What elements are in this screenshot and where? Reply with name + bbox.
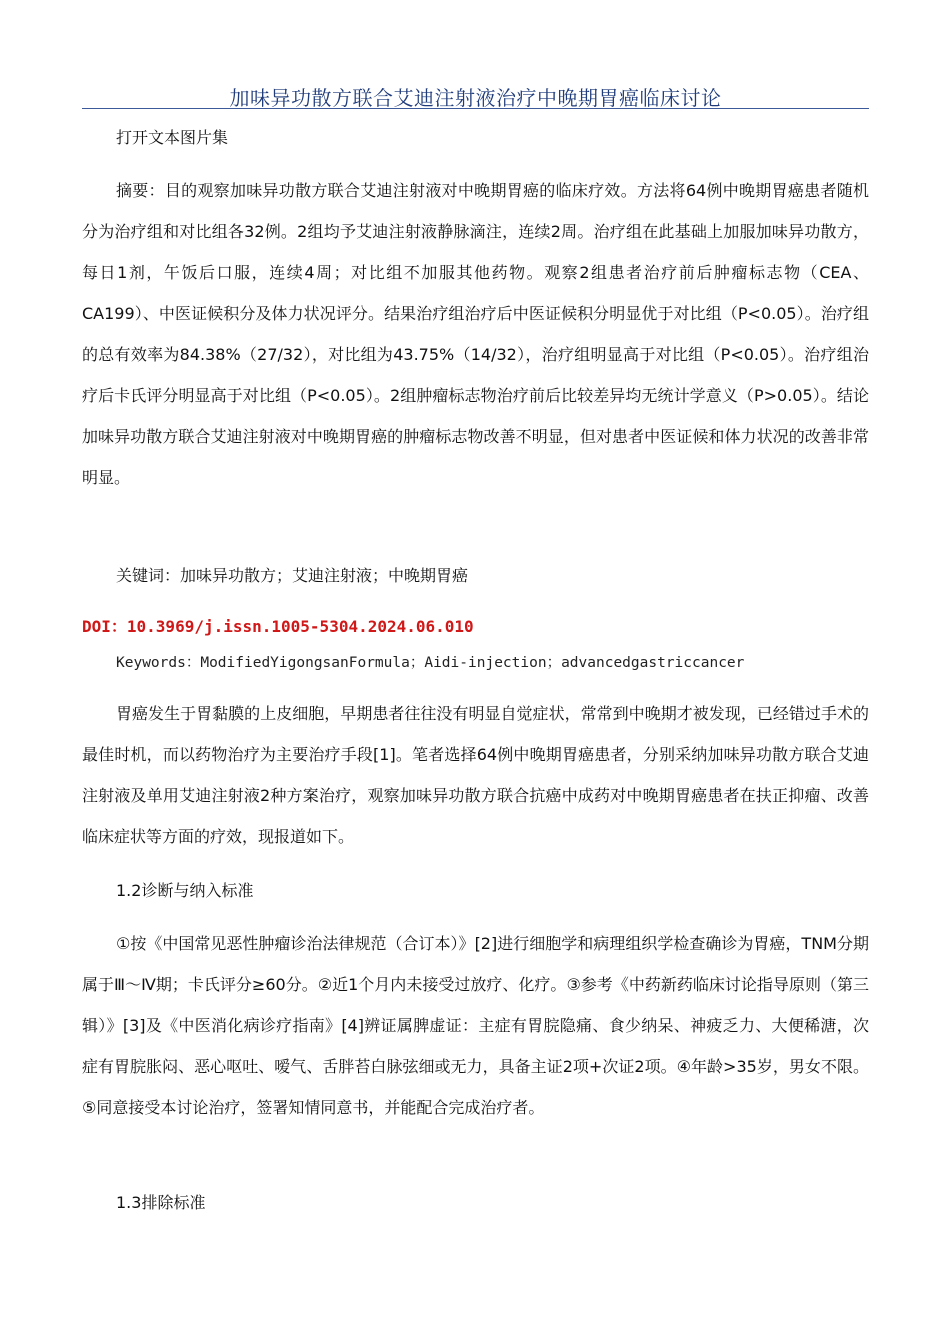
document-title: 加味异功散方联合艾迪注射液治疗中晚期胃癌临床讨论 xyxy=(229,86,722,110)
criteria-paragraph: ①按《中国常见恶性肿瘤诊治法律规范（合订本）》[2]进行细胞学和病理组织学检查确诊为胃癌，TNM分期属于Ⅲ～Ⅳ期；卡氏评分≥60分。②近1个月内未接受过放疗、化疗。③参考《中药新药临床讨论指导原则（第三辑）》[3]及《中医消化病诊疗指南》[4]辨证属脾虚证：主症有胃脘隐痛、食少纳呆、神疲乏力、大便稀溏，次症有胃脘胀闷、恶心呕吐、嗳气、舌胖苔白脉弦细或无力，具备主证2项+次证2项。④年龄>35岁，男女不限。⑤同意接受本讨论治疗，签署知情同意书，并能配合完成治疗者。 xyxy=(82,934,869,1117)
doi-label: DOI：10.3969/j.issn.1005-5304.2024.06.010 xyxy=(82,617,474,636)
open-image-gallery-link[interactable]: 打开文本图片集 xyxy=(116,128,229,147)
header-divider xyxy=(82,108,869,109)
keywords-cn: 关键词：加味异功散方；艾迪注射液；中晚期胃癌 xyxy=(116,566,469,585)
keywords-en: Keywords：ModifiedYigongsanFormula；Aidi-injection；advancedgastriccancer xyxy=(116,655,745,671)
section-heading-1-2: 1.2诊断与纳入标准 xyxy=(116,881,254,900)
abstract-paragraph: 摘要：目的观察加味异功散方联合艾迪注射液对中晚期胃癌的临床疗效。方法将64例中晚期胃癌患者随机分为治疗组和对比组各32例。2组均予艾迪注射液静脉滴注，连续2周。治疗组在此基础上加服加味异功散方，每日1剂，午饭后口服，连续4周；对比组不加服其他药物。观察2组患者治疗前后肿瘤标志物（CEA、CA199）、中医证候积分及体力状况评分。结果治疗组治疗后中医证候积分明显优于对比组（P<0.05）。治疗组的总有效率为84.38%（27/32），对比组为43.75%（14/32），治疗组明显高于对比组（P<0.05）。治疗组治疗后卡氏评分明显高于对比组（P<0.05）。2组肿瘤标志物治疗前后比较差异均无统计学意义（P>0.05）。结论加味异功散方联合艾迪注射液对中晚期胃癌的肿瘤标志物改善不明显，但对患者中医证候和体力状况的改善非常明显。 xyxy=(82,181,869,487)
section-heading-1-3: 1.3排除标准 xyxy=(116,1193,206,1212)
intro-paragraph: 胃癌发生于胃黏膜的上皮细胞，早期患者往往没有明显自觉症状，常常到中晚期才被发现，已经错过手术的最佳时机，而以药物治疗为主要治疗手段[1]。笔者选择64例中晚期胃癌患者，分别采纳加味异功散方联合艾迪注射液及单用艾迪注射液2种方案治疗，观察加味异功散方联合抗癌中成药对中晚期胃癌患者在扶正抑瘤、改善临床症状等方面的疗效，现报道如下。 xyxy=(82,704,869,846)
